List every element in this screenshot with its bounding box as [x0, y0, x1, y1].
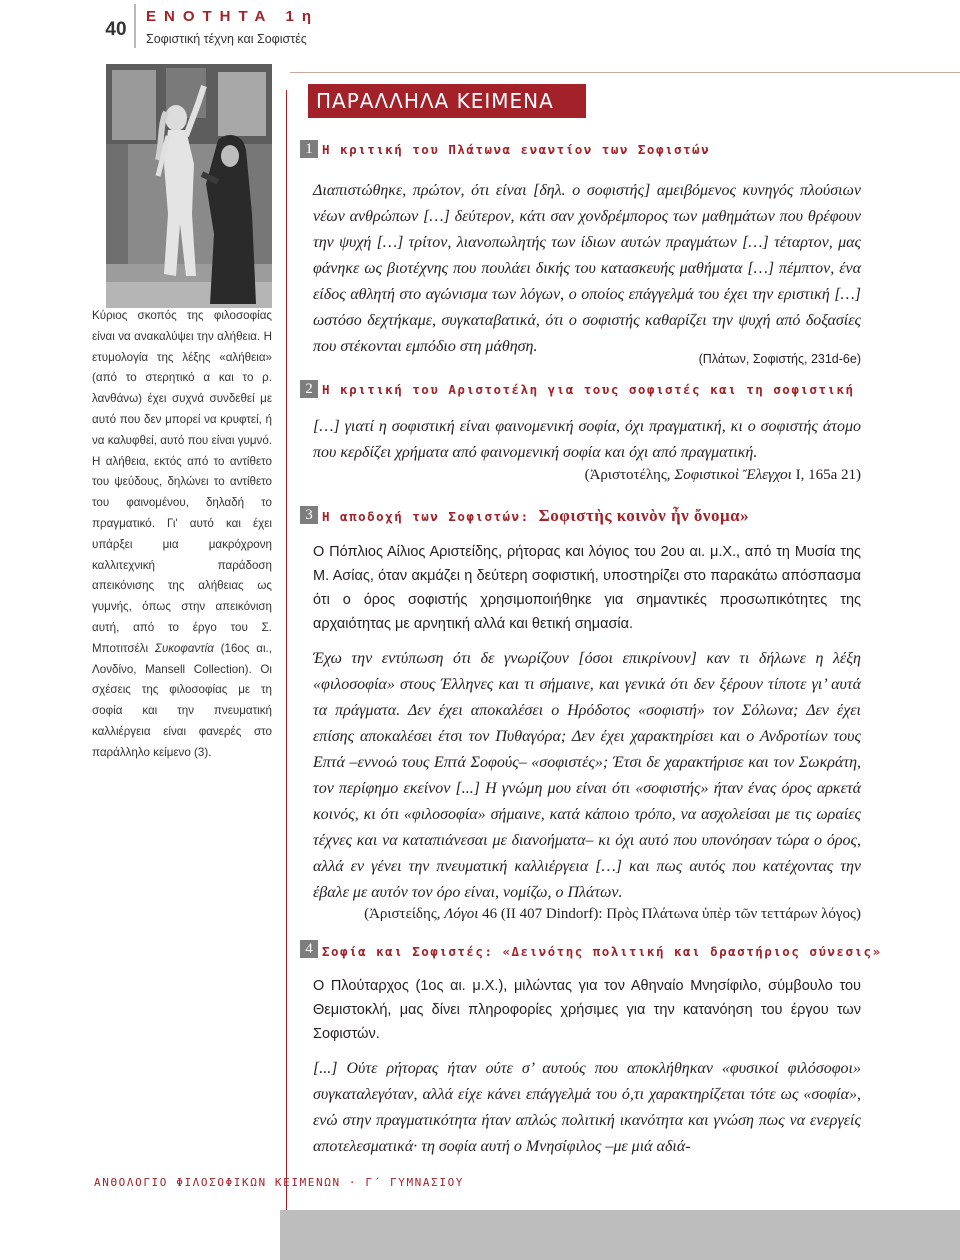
bottom-gray-block [280, 1210, 960, 1260]
section-3-source-work: Λόγοι [444, 906, 479, 922]
section-2-source-prefix: (Ἀριστοτέλης, [584, 467, 675, 483]
botticelli-painting-image [106, 64, 272, 308]
unit-subtitle: Σοφιστική τέχνη και Σοφιστές [146, 32, 307, 46]
section-3-source [313, 906, 861, 923]
section-4-intro: Ο Πλούταρχος (1ος αι. μ.Χ.), μιλώντας για τον Αθηναίο Μνησίφιλο, σύμβουλο του Θεμιστοκλή, μας δίνει πληροφορίες χρήσιμες για την κατανόηση του έργου των Σοφιστών. [313, 978, 861, 1042]
section-3-heading [322, 506, 749, 526]
sidebar-caption [92, 306, 272, 764]
section-2-heading: Η κριτική του Αριστοτέλη για τους σοφιστές και τη σοφιστική [322, 382, 855, 397]
section-3-heading-quote: Σοφιστὴς κοινὸν ἦν ὄνομα» [538, 506, 750, 525]
section-2-source-suffix: Ι, 165a 21) [791, 467, 861, 483]
section-3-source-prefix: (Ἀριστείδης, [364, 906, 445, 922]
footer-title: ΑΝΘΟΛΟΓΙΟ ΦΙΛΟΣΟΦΙΚΩΝ ΚΕΙΜΕΝΩΝ · Γ΄ ΓΥΜΝΑΣΙΟΥ [94, 1176, 465, 1189]
section-2-source [313, 467, 861, 484]
section-1-source: (Πλάτων, Σοφιστής, 231d-6e) [698, 352, 861, 366]
caption-text-part1: Κύριος σκοπός της φιλοσοφίας είναι να ανακαλύψει την αλήθεια. Η ετυμολογία της λέξης «αλήθεια» (από το στερητικό α και το ρ. λανθάνω) έχει συχνά συνδεθεί με αυτό που δεν μπορεί να κρυφτεί, ή να καλυφθεί, αυτό που είναι γυμνό. Η αλήθεια, εκτός από το αντίθετο του ψεύδους, δηλώνει το αντίθετο του φαινομένου, δηλαδή το πραγματικό. Γι' αυτό και έχει υπάρξει μια μακρόχρονη καλλιτεχνική παράδοση απεικόνισης της αλήθειας ως γυμνής, όπως στην απεικόνιση αυτή, από το έργο του Σ. Μποτιτσέλι [92, 309, 272, 655]
section-1-text: Διαπιστώθηκε, πρώτον, ότι είναι [δηλ. ο σοφιστής] αμειβόμενος κυνηγός πλούσιων νέων ανθρώπων […] δεύτερον, κάτι σαν χονδρέμπορος των μαθημάτων που θρέφουν την ψυχή […] τρίτον, λιανοπωλητής των ίδιων αυτών πραγμάτων […] τέταρτον, μας φάνηκε ως βιοτέχνης που πουλάει δικής του κατασκευής μαθήματα […] πέμπτον, ένα είδος αθλητή στο αγώνισμα των λόγων, ο οποίος επάγγελμά του έχει την εριστική […] ωστόσο δεχτήκαμε, συγκαταβατικά, ότι ο σοφιστής καθαρίζει την ψυχή από δοξασίες που στέκονται εμπόδιο στη μάθηση. [313, 182, 861, 355]
caption-artwork-title: Συκοφαντία [154, 641, 214, 655]
column-divider [286, 90, 287, 1210]
section-4-heading: Σοφία και Σοφιστές: «Δεινότης πολιτική και δραστήριος σύνεσις» [322, 944, 882, 959]
section-3-text: Έχω την εντύπωση ότι δε γνωρίζουν [όσοι επικρίνουν] καν τι δήλωνε η λέξη «φιλοσοφία» στους Έλληνες και τι σήμαινε, και γενικά ότι δεν ξέρουν τίποτε γι’ αυτά τα πράγματα. Δεν έχει αποκαλέσει ο Ηρόδοτος «σοφιστή» τον Σόλωνα; Δεν έχει επίσης αποκαλέσει έτσι τον Πυθαγόρα; Δεν έχει χαρακτηρίσει και ο Ανδροτίων τους Επτά –εννοώ τους Επτά Σοφούς– «σοφιστές»; Έτσι δε χαρακτήρισε και τον Σωκράτη, τον περίφημο εκείνον [...] Η γνώμη μου είναι ότι «σοφιστής» ήταν ένας όρος αρκετά κοινός, κι ότι «φιλοσοφία» σήμαινε, κατά κάποιο τρόπο, να ασχολείσαι με τις ωραίες τέχνες και να καταπιάνεσαι με διανοήματα– κι όχι αυτό που υπονόησαν τώρα ο όρος, αλλά εν γένει την πνευματική καλλιέργεια […] και πως αυτός που κατέχοντας την έβαλε με αυτόν τον όρο είναι, νομίζω, ο Πλάτων. [313, 650, 861, 901]
section-2-source-work: Σοφιστικοὶ Ἔλεγχοι [674, 467, 792, 483]
section-2-number: 2 [300, 380, 318, 398]
top-rule [290, 72, 960, 73]
section-4-text: [...] Ούτε ρήτορας ήταν ούτε σ’ αυτούς που αποκλήθηκαν «φυσικοί φιλόσοφοι» συγκαταλεγόταν, αλλά είχε κάνει επάγγελμά του ό,τι χαρακτηρίζεται τότε ως «σοφία», ενώ στην πραγματικότητα ήταν απλώς πολιτική ικανότητα και γνώση πως να ενεργείς αποτελεσματικά· τη σοφία αυτή ο Μνησίφιλος –με μιά αδιά- [313, 1060, 861, 1155]
page-number: 40 [105, 19, 127, 40]
section-3-source-suffix: 46 (ΙΙ 407 Dindorf): Πρὸς Πλάτωνα ὑπὲρ τῶν τεττάρων λόγος) [478, 906, 861, 922]
caption-text-part2: (16ος αι., Λονδίνο, Mansell Collection). Οι σχέσεις της φιλοσοφίας με τη σοφία και την πνευματική καλλιέργεια είναι φανερές στο παράλληλο κείμενο (3). [92, 641, 272, 759]
section-1-heading: Η κριτική του Πλάτωνα εναντίον των Σοφιστών [322, 142, 711, 157]
section-1-number: 1 [300, 140, 318, 158]
header-divider [134, 4, 136, 48]
section-2-text: […] γιατί η σοφιστική είναι φαινομενική σοφία, όχι πραγματική, κι ο σοφιστής άτομο που κερδίζει χρήματα από φαινομενική σοφία και όχι από πραγματική. [313, 418, 861, 461]
section-3-number: 3 [300, 506, 318, 524]
section-banner: ΠΑΡΑΛΛΗΛΑ ΚΕΙΜΕΝΑ [308, 84, 586, 118]
section-4-number: 4 [300, 940, 318, 958]
section-3-intro: Ο Πόπλιος Αίλιος Αριστείδης, ρήτορας και λόγιος του 2ου αι. μ.Χ., από τη Μυσία της Μ. Ασίας, όταν ακμάζει η δεύτερη σοφιστική, υποστηρίζει στο παρακάτω απόσπασμα ότι ο όρος σοφιστής χρησιμοποιήθηκε για σημαντικές προσωπικότητες της αρχαιότητας με αρνητική αλλά και θετική σημασία. [313, 544, 861, 632]
section-3-heading-main: Η αποδοχή των Σοφιστών: [322, 509, 539, 524]
unit-title: ΕΝΟΤΗΤΑ 1η [146, 8, 320, 25]
